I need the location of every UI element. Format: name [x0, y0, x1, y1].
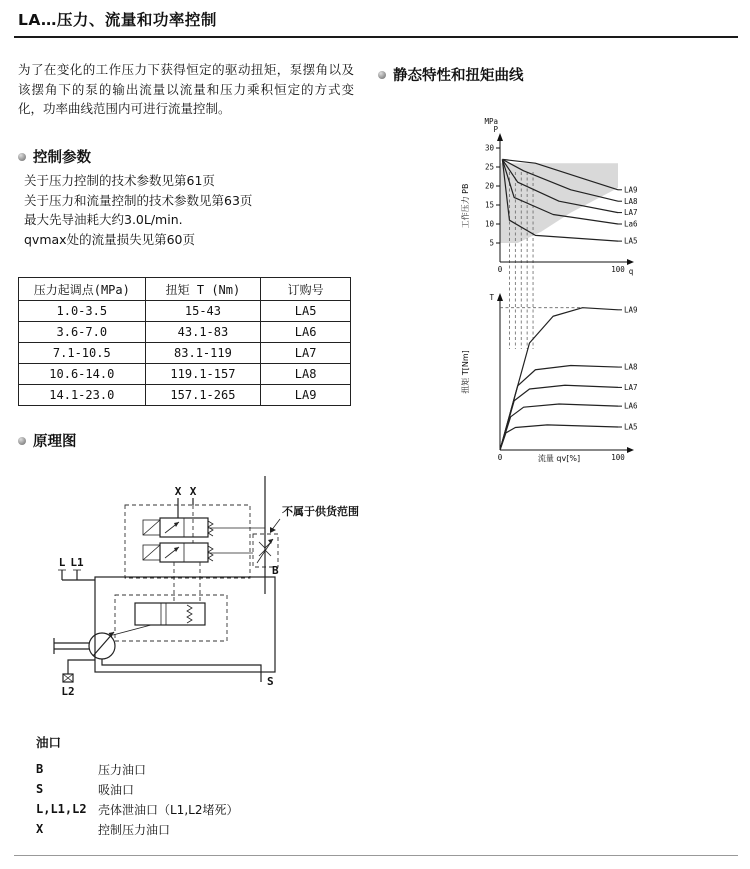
svg-text:10: 10	[484, 219, 494, 229]
inner-assembly-outline	[115, 595, 227, 641]
port-term: X	[36, 822, 44, 836]
drain-ports-l-l1	[58, 556, 95, 580]
control-block-outline	[125, 505, 250, 578]
port-desc: 吸油口	[98, 782, 135, 797]
table-cell: 119.1-157	[145, 364, 261, 385]
port-row	[36, 819, 238, 839]
table-cell: LA6	[261, 322, 351, 343]
svg-text:工作压力 PB: 工作压力 PB	[461, 183, 470, 229]
static-characteristics-chart	[458, 114, 673, 466]
table-cell: LA5	[261, 301, 351, 322]
svg-text:100: 100	[611, 265, 625, 274]
svg-text:0: 0	[497, 453, 503, 462]
port-row	[36, 799, 238, 819]
svg-text:MPa: MPa	[484, 117, 498, 126]
table-header-row	[19, 278, 351, 301]
ports-list	[36, 759, 238, 839]
schematic-heading-label: 原理图	[33, 434, 77, 450]
svg-text:20: 20	[484, 181, 494, 191]
supply-note	[270, 504, 359, 533]
table-cell: 1.0-3.5	[19, 301, 146, 322]
port-l-label: L	[58, 556, 66, 569]
svg-text:LA9: LA9	[624, 305, 638, 315]
table-cell: 157.1-265	[145, 385, 261, 406]
port-desc: 壳体泄油口（L1,L2堵死）	[98, 802, 239, 817]
port-desc: 控制压力油口	[98, 822, 171, 837]
svg-text:LA6: LA6	[624, 401, 638, 411]
port-x1-label: X	[174, 485, 182, 498]
svg-text:30: 30	[484, 143, 494, 153]
port-l1-label: L1	[70, 556, 84, 569]
page-title: LA…压力、流量和功率控制	[18, 11, 217, 29]
svg-text:15: 15	[484, 200, 494, 210]
table-row	[19, 301, 351, 322]
hydraulic-schematic	[14, 462, 374, 712]
svg-text:T: T	[489, 293, 494, 302]
schematic-heading	[18, 430, 77, 451]
svg-text:P: P	[493, 125, 498, 134]
control-param-line: qvmax处的流量损失见第60页	[24, 231, 195, 247]
control-param-line: 关于压力和流量控制的技术参数见第63页	[24, 192, 253, 208]
variable-pump-symbol	[89, 632, 115, 659]
port-s-label: S	[267, 675, 274, 688]
table-cell: 3.6-7.0	[19, 322, 146, 343]
table-cell: LA9	[261, 385, 351, 406]
section-bullet-icon	[18, 437, 26, 445]
svg-text:0: 0	[497, 265, 503, 274]
port-row	[36, 779, 238, 799]
port-row	[36, 759, 238, 779]
ports-section	[36, 733, 238, 839]
pilot-valve-2	[143, 543, 213, 562]
table-header-cell: 订购号	[261, 278, 351, 301]
stroking-cylinder	[135, 603, 205, 625]
control-params-heading-label: 控制参数	[33, 150, 91, 166]
table-cell: 43.1-83	[145, 322, 261, 343]
table-cell: 10.6-14.0	[19, 364, 146, 385]
svg-text:LA8: LA8	[624, 362, 638, 372]
table-row	[19, 385, 351, 406]
title-divider	[14, 36, 738, 38]
svg-text:LA8: LA8	[624, 196, 638, 206]
port-desc: 压力油口	[98, 762, 147, 777]
table-cell: 83.1-119	[145, 343, 261, 364]
intro-paragraph: 为了在变化的工作压力下获得恒定的驱动扭矩，泵摆角以及该摆角下的泵的输出流量以流量和压力乘积恒定的方式变化，功率曲线范围内可进行流量控制。	[18, 62, 354, 116]
table-header-cell: 压力起调点(MPa)	[19, 278, 146, 301]
section-bullet-icon	[378, 71, 386, 79]
svg-text:5: 5	[489, 238, 494, 248]
not-in-scope-note: 不属于供货范围	[282, 505, 359, 518]
control-params-lines	[24, 171, 252, 249]
suction-line	[102, 659, 261, 682]
svg-text:LA9: LA9	[624, 185, 638, 195]
svg-text:La6: La6	[624, 219, 638, 229]
pilot-port-x	[175, 485, 197, 543]
static-curves-heading	[378, 64, 524, 85]
svg-text:LA5: LA5	[624, 422, 638, 432]
port-term: L,L1,L2	[36, 802, 87, 816]
ports-heading: 油口	[36, 735, 62, 750]
table-cell: 7.1-10.5	[19, 343, 146, 364]
table-cell: LA8	[261, 364, 351, 385]
static-curves-heading-label: 静态特性和扭矩曲线	[393, 68, 524, 84]
port-l2-label: L2	[61, 685, 75, 698]
svg-text:LA7: LA7	[624, 383, 638, 393]
port-x2-label: X	[189, 485, 197, 498]
table-row	[19, 364, 351, 385]
section-bullet-icon	[18, 153, 26, 161]
footer-divider	[14, 855, 738, 856]
port-term: B	[36, 762, 44, 776]
table-cell: LA7	[261, 343, 351, 364]
control-params-heading	[18, 146, 91, 167]
svg-text:25: 25	[484, 162, 494, 172]
svg-text:q: q	[628, 267, 634, 276]
port-b-label: B	[272, 564, 279, 577]
svg-text:LA5: LA5	[624, 236, 638, 246]
pressure-torque-table	[18, 277, 351, 406]
control-param-line: 最大先导油耗大约3.0L/min.	[24, 212, 183, 227]
drive-shaft	[54, 638, 89, 654]
pilot-valve-1	[143, 518, 213, 537]
table-cell: 14.1-23.0	[19, 385, 146, 406]
table-cell: 15-43	[145, 301, 261, 322]
table-row	[19, 343, 351, 364]
table-row	[19, 322, 351, 343]
port-term: S	[36, 782, 44, 796]
drain-port-l2	[61, 660, 95, 698]
svg-text:流量 qv[%]: 流量 qv[%]	[537, 454, 581, 463]
svg-text:扭矩 T[Nm]: 扭矩 T[Nm]	[461, 350, 470, 394]
control-param-line: 关于压力控制的技术参数见第61页	[24, 173, 215, 188]
svg-text:100: 100	[611, 453, 625, 462]
svg-text:LA7: LA7	[624, 208, 638, 218]
table-header-cell: 扭矩 T (Nm)	[145, 278, 261, 301]
